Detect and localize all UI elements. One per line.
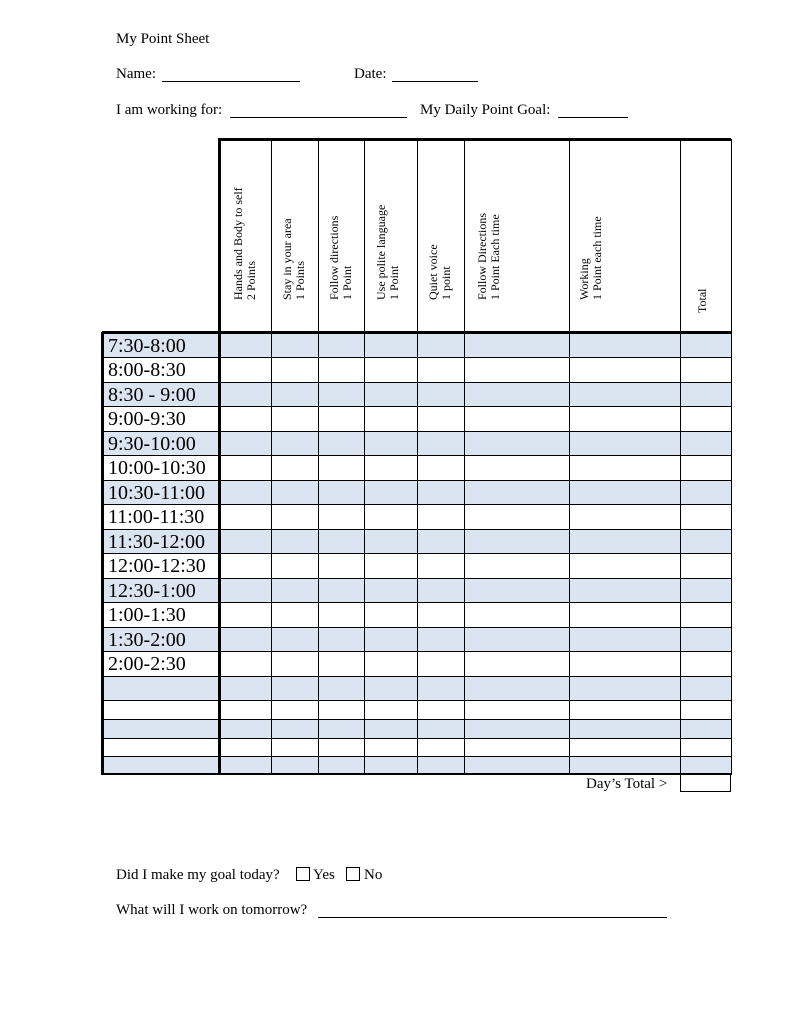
point-cell[interactable] bbox=[417, 431, 464, 455]
point-cell[interactable] bbox=[417, 738, 464, 756]
point-cell[interactable] bbox=[569, 455, 680, 480]
point-cell[interactable] bbox=[219, 431, 271, 455]
grid-line bbox=[680, 139, 681, 775]
column-header: Stay in your area 1 Points bbox=[280, 218, 307, 300]
total-cell[interactable] bbox=[680, 719, 731, 738]
point-cell[interactable] bbox=[271, 651, 318, 676]
point-cell[interactable] bbox=[569, 700, 680, 719]
total-cell[interactable] bbox=[680, 480, 731, 504]
point-cell[interactable] bbox=[271, 578, 318, 602]
point-cell[interactable] bbox=[364, 602, 417, 627]
point-cell[interactable] bbox=[318, 627, 364, 651]
time-slot-label: 1:00-1:30 bbox=[108, 604, 186, 626]
point-cell[interactable] bbox=[364, 480, 417, 504]
point-cell[interactable] bbox=[569, 578, 680, 602]
point-cell[interactable] bbox=[417, 357, 464, 382]
point-cell[interactable] bbox=[271, 480, 318, 504]
point-cell[interactable] bbox=[417, 676, 464, 700]
point-cell[interactable] bbox=[417, 480, 464, 504]
point-cell[interactable] bbox=[417, 700, 464, 719]
point-cell[interactable] bbox=[271, 756, 318, 774]
point-cell[interactable] bbox=[318, 529, 364, 553]
time-slot-label: 11:30-12:00 bbox=[108, 531, 206, 553]
point-cell[interactable] bbox=[569, 627, 680, 651]
point-cell[interactable] bbox=[318, 602, 364, 627]
date-label: Date: bbox=[354, 66, 387, 82]
total-cell[interactable] bbox=[680, 756, 731, 774]
point-cell[interactable] bbox=[364, 627, 417, 651]
days-total-label: Day’s Total > bbox=[586, 776, 668, 792]
point-cell[interactable] bbox=[219, 578, 271, 602]
point-cell[interactable] bbox=[318, 480, 364, 504]
point-cell[interactable] bbox=[219, 529, 271, 553]
point-cell[interactable] bbox=[569, 357, 680, 382]
grid-line bbox=[731, 139, 732, 775]
grid-line bbox=[364, 139, 365, 775]
point-cell[interactable] bbox=[364, 719, 417, 738]
point-cell[interactable] bbox=[364, 333, 417, 357]
point-cell[interactable] bbox=[569, 529, 680, 553]
time-slot-label: 10:30-11:00 bbox=[108, 482, 206, 504]
point-cell[interactable] bbox=[271, 431, 318, 455]
point-cell[interactable] bbox=[364, 504, 417, 529]
point-cell[interactable] bbox=[417, 719, 464, 738]
working-for-field[interactable] bbox=[230, 101, 407, 118]
time-slot-label: 9:00-9:30 bbox=[108, 408, 186, 430]
point-cell[interactable] bbox=[219, 700, 271, 719]
point-cell[interactable] bbox=[318, 651, 364, 676]
point-cell[interactable] bbox=[464, 719, 569, 738]
tomorrow-label: What will I work on tomorrow? bbox=[116, 902, 308, 918]
point-cell[interactable] bbox=[219, 480, 271, 504]
point-cell[interactable] bbox=[364, 357, 417, 382]
time-slot-label: 11:00-11:30 bbox=[108, 506, 205, 528]
point-cell[interactable] bbox=[569, 602, 680, 627]
grid-line bbox=[271, 139, 272, 775]
goal-field[interactable] bbox=[558, 101, 628, 118]
point-cell[interactable] bbox=[364, 406, 417, 431]
point-cell[interactable] bbox=[219, 553, 271, 578]
time-slot-label: 1:30-2:00 bbox=[108, 629, 186, 651]
point-cell[interactable] bbox=[364, 431, 417, 455]
point-cell[interactable] bbox=[569, 431, 680, 455]
point-cell[interactable] bbox=[364, 700, 417, 719]
column-header: Follow directions 1 Point bbox=[326, 215, 354, 300]
point-cell[interactable] bbox=[219, 455, 271, 480]
point-cell[interactable] bbox=[219, 719, 271, 738]
point-cell[interactable] bbox=[464, 357, 569, 382]
point-cell[interactable] bbox=[569, 719, 680, 738]
point-cell[interactable] bbox=[271, 455, 318, 480]
point-cell[interactable] bbox=[271, 602, 318, 627]
point-cell[interactable] bbox=[417, 756, 464, 774]
point-cell[interactable] bbox=[417, 406, 464, 431]
point-cell[interactable] bbox=[364, 455, 417, 480]
time-slot-label: 8:00-8:30 bbox=[108, 359, 186, 381]
column-header: Working 1 Point each time bbox=[577, 216, 604, 300]
point-cell[interactable] bbox=[271, 357, 318, 382]
total-cell[interactable] bbox=[680, 455, 731, 480]
point-cell[interactable] bbox=[219, 651, 271, 676]
grid-line bbox=[101, 332, 104, 775]
total-cell[interactable] bbox=[680, 651, 731, 676]
point-cell[interactable] bbox=[364, 529, 417, 553]
point-cell[interactable] bbox=[417, 455, 464, 480]
point-cell[interactable] bbox=[318, 431, 364, 455]
point-cell[interactable] bbox=[464, 431, 569, 455]
total-cell[interactable] bbox=[680, 382, 731, 406]
point-cell[interactable] bbox=[569, 406, 680, 431]
point-cell[interactable] bbox=[318, 455, 364, 480]
point-cell[interactable] bbox=[464, 738, 569, 756]
no-checkbox[interactable] bbox=[346, 867, 360, 881]
point-cell[interactable] bbox=[271, 382, 318, 406]
grid-line bbox=[569, 139, 570, 775]
grid-line bbox=[417, 139, 418, 775]
time-slot-label: 10:00-10:30 bbox=[108, 457, 206, 479]
point-cell[interactable] bbox=[417, 553, 464, 578]
point-cell[interactable] bbox=[219, 602, 271, 627]
point-cell[interactable] bbox=[318, 333, 364, 357]
point-cell[interactable] bbox=[464, 700, 569, 719]
point-cell[interactable] bbox=[271, 700, 318, 719]
point-cell[interactable] bbox=[318, 578, 364, 602]
point-cell[interactable] bbox=[364, 738, 417, 756]
column-header: Total bbox=[694, 288, 709, 313]
total-cell[interactable] bbox=[680, 676, 731, 700]
point-cell[interactable] bbox=[569, 651, 680, 676]
point-cell[interactable] bbox=[464, 333, 569, 357]
column-header: Hands and Body to self 2 Points bbox=[230, 187, 258, 300]
no-label: No bbox=[364, 867, 383, 883]
goal-label: My Daily Point Goal: bbox=[420, 102, 551, 118]
point-cell[interactable] bbox=[417, 529, 464, 553]
point-cell[interactable] bbox=[364, 553, 417, 578]
point-cell[interactable] bbox=[569, 756, 680, 774]
column-header: Quiet voice 1 point bbox=[426, 244, 453, 300]
point-cell[interactable] bbox=[569, 738, 680, 756]
point-cell[interactable] bbox=[318, 676, 364, 700]
point-cell[interactable] bbox=[569, 553, 680, 578]
point-cell[interactable] bbox=[464, 602, 569, 627]
total-cell[interactable] bbox=[680, 578, 731, 602]
time-slot-label: 9:30-10:00 bbox=[108, 433, 196, 455]
total-cell[interactable] bbox=[680, 504, 731, 529]
point-cell[interactable] bbox=[271, 553, 318, 578]
point-cell[interactable] bbox=[417, 504, 464, 529]
point-cell[interactable] bbox=[318, 382, 364, 406]
point-cell[interactable] bbox=[318, 357, 364, 382]
point-cell[interactable] bbox=[569, 333, 680, 357]
point-cell[interactable] bbox=[219, 676, 271, 700]
time-slot-label: 12:30-1:00 bbox=[108, 580, 196, 602]
point-cell[interactable] bbox=[219, 627, 271, 651]
point-cell[interactable] bbox=[569, 382, 680, 406]
point-cell[interactable] bbox=[417, 578, 464, 602]
point-cell[interactable] bbox=[318, 700, 364, 719]
point-cell[interactable] bbox=[569, 504, 680, 529]
grid-line bbox=[218, 138, 731, 141]
total-cell[interactable] bbox=[680, 553, 731, 578]
total-cell[interactable] bbox=[680, 431, 731, 455]
working-for-label: I am working for: bbox=[116, 102, 223, 118]
point-cell[interactable] bbox=[464, 756, 569, 774]
total-cell[interactable] bbox=[680, 333, 731, 357]
point-cell[interactable] bbox=[364, 382, 417, 406]
total-cell[interactable] bbox=[680, 602, 731, 627]
grid-line bbox=[318, 139, 319, 775]
point-cell[interactable] bbox=[464, 382, 569, 406]
days-total-box[interactable] bbox=[680, 774, 731, 792]
page-title: My Point Sheet bbox=[116, 31, 210, 47]
yes-label: Yes bbox=[313, 867, 335, 883]
point-cell[interactable] bbox=[464, 676, 569, 700]
point-cell[interactable] bbox=[364, 651, 417, 676]
time-slot-label: 2:00-2:30 bbox=[108, 653, 186, 675]
point-cell[interactable] bbox=[417, 627, 464, 651]
point-cell[interactable] bbox=[219, 738, 271, 756]
point-cell[interactable] bbox=[417, 651, 464, 676]
column-header: Follow Directions 1 Point Each time bbox=[475, 213, 502, 300]
point-cell[interactable] bbox=[464, 480, 569, 504]
time-slot-label: 12:00-12:30 bbox=[108, 555, 206, 577]
point-cell[interactable] bbox=[271, 529, 318, 553]
total-cell[interactable] bbox=[680, 529, 731, 553]
total-cell[interactable] bbox=[680, 357, 731, 382]
point-cell[interactable] bbox=[219, 756, 271, 774]
point-cell[interactable] bbox=[318, 406, 364, 431]
point-cell[interactable] bbox=[417, 382, 464, 406]
date-field[interactable] bbox=[392, 65, 478, 82]
point-cell[interactable] bbox=[271, 738, 318, 756]
point-cell[interactable] bbox=[417, 602, 464, 627]
point-cell[interactable] bbox=[219, 333, 271, 357]
point-cell[interactable] bbox=[271, 504, 318, 529]
time-slot-label: 8:30 - 9:00 bbox=[108, 384, 196, 406]
point-cell[interactable] bbox=[364, 676, 417, 700]
point-cell[interactable] bbox=[464, 627, 569, 651]
yes-checkbox[interactable] bbox=[296, 867, 310, 881]
point-cell[interactable] bbox=[464, 553, 569, 578]
point-cell[interactable] bbox=[464, 529, 569, 553]
name-field[interactable] bbox=[162, 65, 300, 82]
point-cell[interactable] bbox=[417, 333, 464, 357]
point-cell[interactable] bbox=[219, 406, 271, 431]
point-cell[interactable] bbox=[219, 504, 271, 529]
point-cell[interactable] bbox=[318, 719, 364, 738]
point-cell[interactable] bbox=[464, 651, 569, 676]
point-cell[interactable] bbox=[569, 676, 680, 700]
goal-question: Did I make my goal today? bbox=[116, 867, 280, 883]
point-cell[interactable] bbox=[219, 382, 271, 406]
point-cell[interactable] bbox=[364, 578, 417, 602]
total-cell[interactable] bbox=[680, 738, 731, 756]
point-cell[interactable] bbox=[569, 480, 680, 504]
point-cell[interactable] bbox=[271, 627, 318, 651]
point-cell[interactable] bbox=[318, 756, 364, 774]
point-cell[interactable] bbox=[464, 406, 569, 431]
tomorrow-field[interactable] bbox=[318, 901, 667, 918]
point-cell[interactable] bbox=[364, 756, 417, 774]
point-cell[interactable] bbox=[318, 738, 364, 756]
point-cell[interactable] bbox=[318, 553, 364, 578]
point-cell[interactable] bbox=[464, 504, 569, 529]
point-cell[interactable] bbox=[271, 676, 318, 700]
total-cell[interactable] bbox=[680, 627, 731, 651]
name-label: Name: bbox=[116, 66, 156, 82]
time-slot-label: 7:30-8:00 bbox=[108, 335, 186, 357]
point-cell[interactable] bbox=[318, 504, 364, 529]
total-cell[interactable] bbox=[680, 700, 731, 719]
point-cell[interactable] bbox=[464, 578, 569, 602]
column-header: Use polite language 1 Point bbox=[374, 204, 401, 300]
point-cell[interactable] bbox=[271, 719, 318, 738]
grid-line bbox=[464, 139, 465, 775]
point-cell[interactable] bbox=[219, 357, 271, 382]
point-cell[interactable] bbox=[271, 406, 318, 431]
point-cell[interactable] bbox=[464, 455, 569, 480]
grid-line bbox=[218, 139, 221, 775]
point-cell[interactable] bbox=[271, 333, 318, 357]
total-cell[interactable] bbox=[680, 406, 731, 431]
